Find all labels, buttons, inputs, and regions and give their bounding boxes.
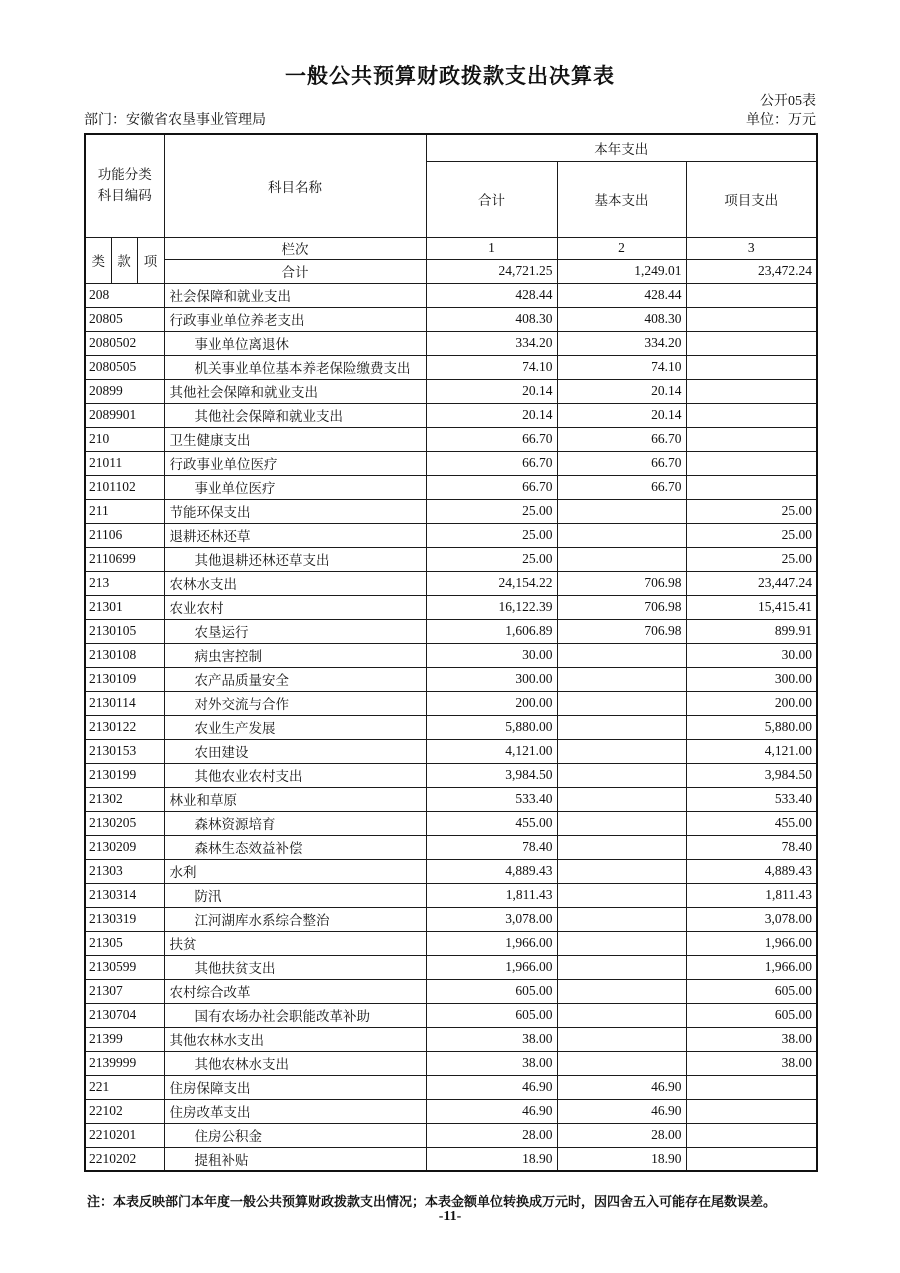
row-code: 211 [85, 499, 164, 523]
table-row [85, 739, 817, 763]
table-row [85, 403, 817, 427]
row-project-expenditure: 38.00 [686, 1051, 817, 1075]
row-code: 2210202 [85, 1147, 164, 1171]
table-row [85, 523, 817, 547]
row-project-expenditure: 25.00 [686, 523, 817, 547]
table-row [85, 931, 817, 955]
row-project-expenditure: 78.40 [686, 835, 817, 859]
row-subject-name: 防汛 [164, 883, 426, 907]
row-project-expenditure: 25.00 [686, 547, 817, 571]
table-row [85, 1075, 817, 1099]
table-row [85, 859, 817, 883]
row-subject-name: 事业单位医疗 [164, 475, 426, 499]
row-code: 21011 [85, 451, 164, 475]
row-subject-name: 农村综合改革 [164, 979, 426, 1003]
row-project-expenditure [686, 331, 817, 355]
row-basic-expenditure [557, 739, 686, 763]
row-subject-name: 社会保障和就业支出 [164, 283, 426, 307]
row-project-expenditure: 605.00 [686, 1003, 817, 1027]
row-code: 2130199 [85, 763, 164, 787]
row-total: 74.10 [426, 355, 557, 379]
table-row [85, 283, 817, 307]
row-total: 20.14 [426, 403, 557, 427]
row-basic-expenditure [557, 1051, 686, 1075]
row-subject-name: 江河湖库水系综合整治 [164, 907, 426, 931]
row-total: 334.20 [426, 331, 557, 355]
row-code: 2130114 [85, 691, 164, 715]
row-project-expenditure [686, 379, 817, 403]
row-basic-expenditure [557, 931, 686, 955]
row-code: 21305 [85, 931, 164, 955]
table-row [85, 955, 817, 979]
table-row [85, 1099, 817, 1123]
row-subject-name: 农产品质量安全 [164, 667, 426, 691]
unit-label: 单位：万元 [746, 113, 816, 128]
row-total: 300.00 [426, 667, 557, 691]
row-total: 20.14 [426, 379, 557, 403]
row-subject-name: 机关事业单位基本养老保险缴费支出 [164, 355, 426, 379]
row-code: 21303 [85, 859, 164, 883]
row-project-expenditure [686, 307, 817, 331]
row-basic-expenditure: 706.98 [557, 619, 686, 643]
table-row [85, 499, 817, 523]
grand-total-label: 合计 [164, 259, 426, 283]
row-code: 2101102 [85, 475, 164, 499]
row-basic-expenditure [557, 883, 686, 907]
row-basic-expenditure [557, 859, 686, 883]
row-code: 2130314 [85, 883, 164, 907]
row-subject-name: 国有农场办社会职能改革补助 [164, 1003, 426, 1027]
row-subject-name: 其他农林水支出 [164, 1027, 426, 1051]
row-project-expenditure: 3,078.00 [686, 907, 817, 931]
table-row [85, 571, 817, 595]
row-total: 533.40 [426, 787, 557, 811]
table-row [85, 667, 817, 691]
row-subject-name: 住房保障支出 [164, 1075, 426, 1099]
row-project-expenditure: 4,121.00 [686, 739, 817, 763]
row-code: 2130105 [85, 619, 164, 643]
row-subject-name: 其他社会保障和就业支出 [164, 403, 426, 427]
row-basic-expenditure [557, 763, 686, 787]
row-basic-expenditure [557, 523, 686, 547]
row-code: 213 [85, 571, 164, 595]
header-subject-name: 科目名称 [164, 134, 426, 237]
row-code: 2130599 [85, 955, 164, 979]
row-subject-name: 住房公积金 [164, 1123, 426, 1147]
table-body [85, 283, 817, 1171]
table-row [85, 619, 817, 643]
table-row [85, 475, 817, 499]
row-subject-name: 森林生态效益补偿 [164, 835, 426, 859]
row-code: 2130122 [85, 715, 164, 739]
row-code: 2080502 [85, 331, 164, 355]
budget-table [84, 133, 818, 1172]
row-code: 20805 [85, 307, 164, 331]
row-basic-expenditure [557, 1003, 686, 1027]
row-project-expenditure [686, 355, 817, 379]
row-basic-expenditure [557, 547, 686, 571]
row-subject-name: 农业农村 [164, 595, 426, 619]
row-subject-name: 其他社会保障和就业支出 [164, 379, 426, 403]
table-row [85, 1147, 817, 1171]
row-project-expenditure [686, 427, 817, 451]
row-subject-name: 农林水支出 [164, 571, 426, 595]
row-total: 28.00 [426, 1123, 557, 1147]
row-basic-expenditure: 46.90 [557, 1099, 686, 1123]
row-project-expenditure [686, 283, 817, 307]
page-number: -11- [438, 1209, 462, 1224]
row-basic-expenditure [557, 907, 686, 931]
row-total: 66.70 [426, 475, 557, 499]
row-total: 4,889.43 [426, 859, 557, 883]
table-row [85, 379, 817, 403]
table-row [85, 811, 817, 835]
row-subject-name: 其他退耕还林还草支出 [164, 547, 426, 571]
header-col-total: 合计 [426, 161, 557, 237]
row-basic-expenditure [557, 955, 686, 979]
row-subject-name: 其他农业农村支出 [164, 763, 426, 787]
row-total: 408.30 [426, 307, 557, 331]
row-code: 2130319 [85, 907, 164, 931]
row-code: 2210201 [85, 1123, 164, 1147]
row-basic-expenditure [557, 787, 686, 811]
header-col-project: 项目支出 [686, 161, 817, 237]
page-title: 一般公共预算财政拨款支出决算表 [285, 64, 615, 88]
row-project-expenditure: 30.00 [686, 643, 817, 667]
row-total: 25.00 [426, 499, 557, 523]
row-project-expenditure: 25.00 [686, 499, 817, 523]
row-code: 210 [85, 427, 164, 451]
row-subject-name: 森林资源培育 [164, 811, 426, 835]
row-project-expenditure: 200.00 [686, 691, 817, 715]
table-row [85, 1051, 817, 1075]
table-row [85, 1027, 817, 1051]
row-basic-expenditure [557, 715, 686, 739]
grand-total-project: 23,472.24 [686, 259, 817, 283]
row-total: 200.00 [426, 691, 557, 715]
row-code: 2089901 [85, 403, 164, 427]
row-code: 2110699 [85, 547, 164, 571]
row-subject-name: 行政事业单位医疗 [164, 451, 426, 475]
header-sub-item: 项 [137, 237, 164, 283]
row-total: 78.40 [426, 835, 557, 859]
row-code: 21302 [85, 787, 164, 811]
row-basic-expenditure [557, 643, 686, 667]
lanci-col-3: 3 [686, 237, 817, 259]
row-subject-name: 农业生产发展 [164, 715, 426, 739]
row-project-expenditure: 533.40 [686, 787, 817, 811]
row-project-expenditure: 1,966.00 [686, 955, 817, 979]
table-row [85, 1003, 817, 1027]
grand-total-total: 24,721.25 [426, 259, 557, 283]
table-row [85, 883, 817, 907]
row-project-expenditure: 1,811.43 [686, 883, 817, 907]
row-total: 25.00 [426, 523, 557, 547]
row-project-expenditure: 1,966.00 [686, 931, 817, 955]
row-total: 605.00 [426, 1003, 557, 1027]
row-code: 20899 [85, 379, 164, 403]
row-subject-name: 卫生健康支出 [164, 427, 426, 451]
row-code: 2130108 [85, 643, 164, 667]
row-code: 21307 [85, 979, 164, 1003]
row-code: 221 [85, 1075, 164, 1099]
row-total: 5,880.00 [426, 715, 557, 739]
row-total: 3,984.50 [426, 763, 557, 787]
row-basic-expenditure: 706.98 [557, 571, 686, 595]
row-basic-expenditure: 706.98 [557, 595, 686, 619]
row-total: 66.70 [426, 451, 557, 475]
row-code: 2130109 [85, 667, 164, 691]
row-project-expenditure [686, 451, 817, 475]
row-total: 46.90 [426, 1099, 557, 1123]
row-basic-expenditure: 428.44 [557, 283, 686, 307]
table-row [85, 715, 817, 739]
row-total: 1,811.43 [426, 883, 557, 907]
meta-row [84, 109, 816, 129]
row-total: 16,122.39 [426, 595, 557, 619]
row-subject-name: 农垦运行 [164, 619, 426, 643]
row-project-expenditure [686, 1075, 817, 1099]
table-row [85, 547, 817, 571]
row-project-expenditure [686, 1147, 817, 1171]
row-total: 46.90 [426, 1075, 557, 1099]
row-subject-name: 农田建设 [164, 739, 426, 763]
header-sub-section: 款 [111, 237, 137, 283]
row-total: 18.90 [426, 1147, 557, 1171]
row-total: 1,966.00 [426, 955, 557, 979]
table-row [85, 331, 817, 355]
row-subject-name: 住房改革支出 [164, 1099, 426, 1123]
table-row [85, 595, 817, 619]
row-basic-expenditure [557, 667, 686, 691]
row-subject-name: 对外交流与合作 [164, 691, 426, 715]
row-project-expenditure: 455.00 [686, 811, 817, 835]
row-code: 21301 [85, 595, 164, 619]
row-basic-expenditure: 18.90 [557, 1147, 686, 1171]
row-subject-name: 退耕还林还草 [164, 523, 426, 547]
row-total: 605.00 [426, 979, 557, 1003]
lanci-label: 栏次 [164, 237, 426, 259]
row-basic-expenditure [557, 499, 686, 523]
table-row [85, 307, 817, 331]
row-project-expenditure: 3,984.50 [686, 763, 817, 787]
row-basic-expenditure: 28.00 [557, 1123, 686, 1147]
row-project-expenditure: 605.00 [686, 979, 817, 1003]
row-code: 2130153 [85, 739, 164, 763]
table-row [85, 1123, 817, 1147]
row-code: 208 [85, 283, 164, 307]
row-basic-expenditure: 334.20 [557, 331, 686, 355]
row-total: 3,078.00 [426, 907, 557, 931]
row-code: 22102 [85, 1099, 164, 1123]
row-total: 38.00 [426, 1027, 557, 1051]
lanci-col-1: 1 [426, 237, 557, 259]
row-basic-expenditure: 20.14 [557, 379, 686, 403]
row-total: 4,121.00 [426, 739, 557, 763]
row-basic-expenditure [557, 1027, 686, 1051]
row-basic-expenditure [557, 835, 686, 859]
row-project-expenditure: 300.00 [686, 667, 817, 691]
table-row [85, 427, 817, 451]
row-basic-expenditure: 408.30 [557, 307, 686, 331]
row-total: 24,154.22 [426, 571, 557, 595]
row-basic-expenditure: 66.70 [557, 451, 686, 475]
row-subject-name: 事业单位离退休 [164, 331, 426, 355]
header-function-code-line1: 功能分类 [97, 166, 152, 182]
row-subject-name: 其他扶贫支出 [164, 955, 426, 979]
table-row [85, 907, 817, 931]
table-code-label: 公开05表 [760, 94, 816, 109]
row-subject-name: 提租补贴 [164, 1147, 426, 1171]
row-basic-expenditure: 66.70 [557, 427, 686, 451]
row-project-expenditure [686, 403, 817, 427]
row-project-expenditure: 5,880.00 [686, 715, 817, 739]
table-row [85, 787, 817, 811]
grand-total-basic: 1,249.01 [557, 259, 686, 283]
row-project-expenditure [686, 1099, 817, 1123]
row-basic-expenditure [557, 811, 686, 835]
row-project-expenditure [686, 475, 817, 499]
footnote: 注：本表反映部门本年度一般公共预算财政拨款支出情况；本表金额单位转换成万元时，因四舍五入可能存在尾数误差。 [87, 1194, 777, 1209]
row-subject-name: 水利 [164, 859, 426, 883]
table-row [85, 451, 817, 475]
row-subject-name: 其他农林水支出 [164, 1051, 426, 1075]
table-row [85, 691, 817, 715]
row-subject-name: 行政事业单位养老支出 [164, 307, 426, 331]
row-project-expenditure: 23,447.24 [686, 571, 817, 595]
header-current-year: 本年支出 [426, 134, 817, 161]
row-project-expenditure: 38.00 [686, 1027, 817, 1051]
row-code: 2130205 [85, 811, 164, 835]
row-project-expenditure: 899.91 [686, 619, 817, 643]
table-row [85, 979, 817, 1003]
header-col-basic: 基本支出 [557, 161, 686, 237]
row-code: 2080505 [85, 355, 164, 379]
row-code: 21106 [85, 523, 164, 547]
row-code: 21399 [85, 1027, 164, 1051]
row-project-expenditure: 4,889.43 [686, 859, 817, 883]
row-code: 2130704 [85, 1003, 164, 1027]
header-function-code-line2: 科目编码 [97, 187, 152, 203]
row-code: 2139999 [85, 1051, 164, 1075]
row-total: 30.00 [426, 643, 557, 667]
row-total: 428.44 [426, 283, 557, 307]
row-basic-expenditure: 74.10 [557, 355, 686, 379]
row-total: 1,966.00 [426, 931, 557, 955]
row-total: 1,606.89 [426, 619, 557, 643]
header-sub-class: 类 [85, 237, 111, 283]
row-subject-name: 扶贫 [164, 931, 426, 955]
row-basic-expenditure: 20.14 [557, 403, 686, 427]
lanci-col-2: 2 [557, 237, 686, 259]
row-project-expenditure: 15,415.41 [686, 595, 817, 619]
table-row [85, 763, 817, 787]
table-row [85, 643, 817, 667]
table-row [85, 835, 817, 859]
row-subject-name: 林业和草原 [164, 787, 426, 811]
row-basic-expenditure [557, 691, 686, 715]
row-total: 25.00 [426, 547, 557, 571]
row-basic-expenditure [557, 979, 686, 1003]
row-total: 66.70 [426, 427, 557, 451]
row-total: 38.00 [426, 1051, 557, 1075]
row-basic-expenditure: 46.90 [557, 1075, 686, 1099]
row-basic-expenditure: 66.70 [557, 475, 686, 499]
row-subject-name: 节能环保支出 [164, 499, 426, 523]
row-code: 2130209 [85, 835, 164, 859]
row-project-expenditure [686, 1123, 817, 1147]
row-total: 455.00 [426, 811, 557, 835]
table-row [85, 355, 817, 379]
department-label: 部门：安徽省农垦事业管理局 [84, 113, 266, 128]
header-function-code [85, 134, 164, 237]
row-subject-name: 病虫害控制 [164, 643, 426, 667]
